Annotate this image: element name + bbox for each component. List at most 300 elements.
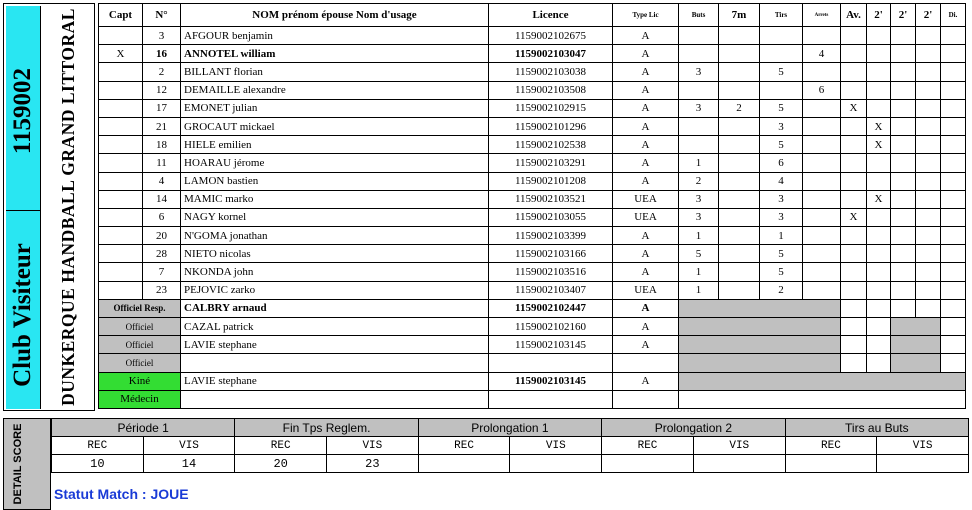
official-2min-2 bbox=[891, 299, 916, 317]
player-number: 18 bbox=[143, 136, 181, 154]
player-type: A bbox=[613, 27, 679, 45]
club-color-band bbox=[6, 6, 41, 409]
player-tirs: 2 bbox=[760, 281, 803, 299]
score-period-label: Prolongation 1 bbox=[418, 419, 601, 437]
official-2min-gray bbox=[891, 318, 941, 336]
player-7m bbox=[719, 263, 760, 281]
score-team-label: VIS bbox=[693, 437, 785, 455]
player-row bbox=[99, 263, 966, 281]
player-av bbox=[841, 263, 867, 281]
player-capt bbox=[99, 154, 143, 172]
player-licence: 1159002103291 bbox=[489, 154, 613, 172]
score-value: 14 bbox=[143, 455, 235, 473]
medical-name: LAVIE stephane bbox=[181, 372, 489, 390]
player-type: A bbox=[613, 154, 679, 172]
player-2min-1 bbox=[867, 227, 891, 245]
player-number: 11 bbox=[143, 154, 181, 172]
medical-role: Kiné bbox=[99, 372, 181, 390]
player-arrets bbox=[803, 190, 841, 208]
player-tirs: 3 bbox=[760, 190, 803, 208]
player-2min-1 bbox=[867, 263, 891, 281]
player-2min-1 bbox=[867, 154, 891, 172]
player-av: X bbox=[841, 99, 867, 117]
player-number: 4 bbox=[143, 172, 181, 190]
score-value bbox=[510, 455, 602, 473]
player-2min-1: X bbox=[867, 117, 891, 135]
score-value: 23 bbox=[327, 455, 419, 473]
player-licence: 1159002103516 bbox=[489, 263, 613, 281]
player-7m bbox=[719, 117, 760, 135]
player-number: 7 bbox=[143, 263, 181, 281]
player-di bbox=[941, 190, 966, 208]
header-av: Av. bbox=[841, 4, 867, 27]
player-licence: 1159002103508 bbox=[489, 81, 613, 99]
official-av bbox=[841, 318, 867, 336]
score-team-label: REC bbox=[235, 437, 327, 455]
score-period-label: Période 1 bbox=[52, 419, 235, 437]
club-side-panel bbox=[3, 3, 95, 411]
player-capt: X bbox=[99, 45, 143, 63]
player-2min-3 bbox=[916, 117, 941, 135]
official-role: Officiel bbox=[99, 354, 181, 372]
score-team-label: REC bbox=[785, 437, 877, 455]
score-team-label: REC bbox=[52, 437, 144, 455]
player-av bbox=[841, 63, 867, 81]
score-value: 10 bbox=[52, 455, 144, 473]
player-buts: 2 bbox=[679, 172, 719, 190]
official-av bbox=[841, 354, 867, 372]
player-di bbox=[941, 27, 966, 45]
player-2min-1 bbox=[867, 99, 891, 117]
header-2min-3: 2' bbox=[916, 4, 941, 27]
player-2min-2 bbox=[891, 208, 916, 226]
player-di bbox=[941, 154, 966, 172]
official-2min-1 bbox=[867, 354, 891, 372]
player-buts: 5 bbox=[679, 245, 719, 263]
player-capt bbox=[99, 172, 143, 190]
official-type: A bbox=[613, 336, 679, 354]
player-buts bbox=[679, 81, 719, 99]
player-arrets bbox=[803, 99, 841, 117]
player-2min-2 bbox=[891, 45, 916, 63]
player-name: GROCAUT mickael bbox=[181, 117, 489, 135]
player-type: A bbox=[613, 227, 679, 245]
score-period-label: Tirs au Buts bbox=[785, 419, 968, 437]
player-di bbox=[941, 281, 966, 299]
player-av: X bbox=[841, 208, 867, 226]
player-2min-2 bbox=[891, 63, 916, 81]
detail-score-label: DETAIL SCORE bbox=[12, 423, 24, 505]
player-2min-1 bbox=[867, 245, 891, 263]
player-2min-2 bbox=[891, 190, 916, 208]
player-number: 20 bbox=[143, 227, 181, 245]
score-period-label: Fin Tps Reglem. bbox=[235, 419, 418, 437]
player-2min-2 bbox=[891, 117, 916, 135]
header-2min-1: 2' bbox=[867, 4, 891, 27]
player-2min-2 bbox=[891, 227, 916, 245]
player-arrets bbox=[803, 208, 841, 226]
player-tirs: 5 bbox=[760, 63, 803, 81]
official-licence bbox=[489, 354, 613, 372]
player-tirs bbox=[760, 81, 803, 99]
player-row bbox=[99, 27, 966, 45]
player-2min-2 bbox=[891, 136, 916, 154]
official-row bbox=[99, 318, 966, 336]
official-di bbox=[941, 354, 966, 372]
player-name: N'GOMA jonathan bbox=[181, 227, 489, 245]
player-di bbox=[941, 172, 966, 190]
player-licence: 1159002101208 bbox=[489, 172, 613, 190]
player-tirs: 3 bbox=[760, 117, 803, 135]
player-row bbox=[99, 136, 966, 154]
player-2min-3 bbox=[916, 281, 941, 299]
player-row bbox=[99, 81, 966, 99]
official-2min-3 bbox=[916, 299, 941, 317]
score-table bbox=[51, 418, 969, 473]
header-num: N° bbox=[143, 4, 181, 27]
player-7m bbox=[719, 45, 760, 63]
medical-name bbox=[181, 390, 489, 408]
official-2min-1 bbox=[867, 318, 891, 336]
player-di bbox=[941, 99, 966, 117]
header-buts: Buts bbox=[679, 4, 719, 27]
player-licence: 1159002103166 bbox=[489, 245, 613, 263]
player-name: PEJOVIC zarko bbox=[181, 281, 489, 299]
player-buts: 3 bbox=[679, 99, 719, 117]
player-7m bbox=[719, 172, 760, 190]
player-av bbox=[841, 190, 867, 208]
score-team-label: VIS bbox=[327, 437, 419, 455]
player-type: A bbox=[613, 99, 679, 117]
player-av bbox=[841, 117, 867, 135]
official-row bbox=[99, 299, 966, 317]
header-2min-2: 2' bbox=[891, 4, 916, 27]
player-2min-3 bbox=[916, 99, 941, 117]
player-buts: 1 bbox=[679, 263, 719, 281]
player-number: 14 bbox=[143, 190, 181, 208]
player-2min-1: X bbox=[867, 136, 891, 154]
player-di bbox=[941, 208, 966, 226]
player-7m bbox=[719, 81, 760, 99]
player-2min-2 bbox=[891, 245, 916, 263]
roster-table bbox=[98, 3, 966, 409]
player-tirs: 5 bbox=[760, 263, 803, 281]
player-row bbox=[99, 154, 966, 172]
player-2min-3 bbox=[916, 208, 941, 226]
player-arrets bbox=[803, 154, 841, 172]
player-7m: 2 bbox=[719, 99, 760, 117]
player-av bbox=[841, 81, 867, 99]
player-arrets bbox=[803, 227, 841, 245]
player-2min-2 bbox=[891, 172, 916, 190]
player-2min-3 bbox=[916, 136, 941, 154]
player-buts: 1 bbox=[679, 154, 719, 172]
player-capt bbox=[99, 263, 143, 281]
player-2min-2 bbox=[891, 281, 916, 299]
player-buts bbox=[679, 27, 719, 45]
player-2min-1 bbox=[867, 172, 891, 190]
official-stats-blank bbox=[679, 336, 841, 354]
player-type: A bbox=[613, 136, 679, 154]
player-tirs bbox=[760, 45, 803, 63]
player-buts: 3 bbox=[679, 63, 719, 81]
player-type: A bbox=[613, 81, 679, 99]
player-7m bbox=[719, 208, 760, 226]
club-band-divider bbox=[6, 210, 40, 211]
player-2min-3 bbox=[916, 27, 941, 45]
player-row bbox=[99, 117, 966, 135]
match-status: Statut Match : JOUE bbox=[54, 486, 189, 502]
player-di bbox=[941, 117, 966, 135]
player-type: UEA bbox=[613, 190, 679, 208]
header-tirs: Tirs bbox=[760, 4, 803, 27]
score-value: 20 bbox=[235, 455, 327, 473]
player-2min-3 bbox=[916, 245, 941, 263]
player-7m bbox=[719, 63, 760, 81]
official-2min-gray bbox=[891, 354, 941, 372]
official-2min-1 bbox=[867, 299, 891, 317]
player-row bbox=[99, 245, 966, 263]
player-di bbox=[941, 45, 966, 63]
player-number: 28 bbox=[143, 245, 181, 263]
player-name: MAMIC marko bbox=[181, 190, 489, 208]
header-7m: 7m bbox=[719, 4, 760, 27]
player-buts: 1 bbox=[679, 227, 719, 245]
score-period-label: Prolongation 2 bbox=[602, 419, 785, 437]
medical-licence: 1159002103145 bbox=[489, 372, 613, 390]
official-di bbox=[941, 318, 966, 336]
player-type: UEA bbox=[613, 208, 679, 226]
player-name: LAMON bastien bbox=[181, 172, 489, 190]
player-row bbox=[99, 63, 966, 81]
player-tirs bbox=[760, 27, 803, 45]
player-7m bbox=[719, 245, 760, 263]
score-period-row bbox=[52, 419, 969, 437]
player-buts bbox=[679, 45, 719, 63]
player-buts bbox=[679, 136, 719, 154]
header-licence: Licence bbox=[489, 4, 613, 27]
player-name: ANNOTEL william bbox=[181, 45, 489, 63]
player-2min-1 bbox=[867, 281, 891, 299]
player-row bbox=[99, 99, 966, 117]
player-number: 23 bbox=[143, 281, 181, 299]
player-2min-2 bbox=[891, 154, 916, 172]
player-type: A bbox=[613, 45, 679, 63]
player-2min-3 bbox=[916, 190, 941, 208]
medical-role: Médecin bbox=[99, 390, 181, 408]
official-di bbox=[941, 299, 966, 317]
club-visitor-label: Club Visiteur bbox=[9, 243, 36, 387]
player-di bbox=[941, 227, 966, 245]
player-number: 12 bbox=[143, 81, 181, 99]
player-row bbox=[99, 45, 966, 63]
player-arrets bbox=[803, 117, 841, 135]
medical-stats-blank bbox=[679, 372, 966, 390]
header-type: Type Lic bbox=[613, 4, 679, 27]
player-2min-3 bbox=[916, 263, 941, 281]
official-name: LAVIE stephane bbox=[181, 336, 489, 354]
roster-header-row bbox=[99, 4, 966, 27]
official-type: A bbox=[613, 318, 679, 336]
score-team-row bbox=[52, 437, 969, 455]
player-licence: 1159002102915 bbox=[489, 99, 613, 117]
player-capt bbox=[99, 227, 143, 245]
player-7m bbox=[719, 136, 760, 154]
player-buts bbox=[679, 117, 719, 135]
medical-row bbox=[99, 372, 966, 390]
player-av bbox=[841, 154, 867, 172]
official-stats-blank bbox=[679, 299, 841, 317]
detail-score-label-box bbox=[3, 418, 51, 510]
official-type: A bbox=[613, 299, 679, 317]
player-number: 17 bbox=[143, 99, 181, 117]
player-2min-1 bbox=[867, 208, 891, 226]
score-value bbox=[877, 455, 969, 473]
player-capt bbox=[99, 117, 143, 135]
medical-type: A bbox=[613, 372, 679, 390]
header-arrets: Arrets bbox=[803, 4, 841, 27]
player-arrets bbox=[803, 263, 841, 281]
score-team-label: VIS bbox=[143, 437, 235, 455]
official-name: CAZAL patrick bbox=[181, 318, 489, 336]
medical-type bbox=[613, 390, 679, 408]
player-7m bbox=[719, 281, 760, 299]
player-av bbox=[841, 27, 867, 45]
player-av bbox=[841, 172, 867, 190]
player-2min-2 bbox=[891, 81, 916, 99]
official-licence: 1159002103145 bbox=[489, 336, 613, 354]
player-number: 16 bbox=[143, 45, 181, 63]
player-name: HIELE emilien bbox=[181, 136, 489, 154]
player-licence: 1159002103055 bbox=[489, 208, 613, 226]
player-di bbox=[941, 81, 966, 99]
player-type: A bbox=[613, 172, 679, 190]
official-row bbox=[99, 336, 966, 354]
score-value bbox=[418, 455, 510, 473]
official-stats-blank bbox=[679, 354, 841, 372]
player-row bbox=[99, 172, 966, 190]
player-capt bbox=[99, 208, 143, 226]
player-7m bbox=[719, 27, 760, 45]
player-row bbox=[99, 190, 966, 208]
player-number: 6 bbox=[143, 208, 181, 226]
medical-row bbox=[99, 390, 966, 408]
official-av bbox=[841, 299, 867, 317]
score-value bbox=[785, 455, 877, 473]
player-av bbox=[841, 45, 867, 63]
official-av bbox=[841, 336, 867, 354]
player-2min-2 bbox=[891, 99, 916, 117]
player-type: A bbox=[613, 263, 679, 281]
player-capt bbox=[99, 81, 143, 99]
player-tirs: 5 bbox=[760, 99, 803, 117]
player-av bbox=[841, 281, 867, 299]
player-2min-1: X bbox=[867, 190, 891, 208]
player-buts: 3 bbox=[679, 208, 719, 226]
player-tirs: 6 bbox=[760, 154, 803, 172]
official-di bbox=[941, 336, 966, 354]
official-role: Officiel Resp. bbox=[99, 299, 181, 317]
player-capt bbox=[99, 190, 143, 208]
player-name: NAGY kornel bbox=[181, 208, 489, 226]
player-arrets bbox=[803, 136, 841, 154]
player-tirs: 4 bbox=[760, 172, 803, 190]
score-team-label: REC bbox=[418, 437, 510, 455]
official-row bbox=[99, 354, 966, 372]
player-tirs: 5 bbox=[760, 245, 803, 263]
player-2min-3 bbox=[916, 154, 941, 172]
header-name: NOM prénom épouse Nom d'usage bbox=[181, 4, 489, 27]
player-licence: 1159002103038 bbox=[489, 63, 613, 81]
player-tirs: 5 bbox=[760, 136, 803, 154]
player-7m bbox=[719, 190, 760, 208]
player-number: 21 bbox=[143, 117, 181, 135]
club-frame bbox=[3, 3, 95, 411]
player-name: DEMAILLE alexandre bbox=[181, 81, 489, 99]
score-value bbox=[693, 455, 785, 473]
player-arrets bbox=[803, 63, 841, 81]
player-number: 3 bbox=[143, 27, 181, 45]
player-name: BILLANT florian bbox=[181, 63, 489, 81]
player-arrets bbox=[803, 172, 841, 190]
player-row bbox=[99, 208, 966, 226]
official-name bbox=[181, 354, 489, 372]
score-value-row bbox=[52, 455, 969, 473]
player-licence: 1159002103521 bbox=[489, 190, 613, 208]
official-licence: 1159002102447 bbox=[489, 299, 613, 317]
player-2min-2 bbox=[891, 263, 916, 281]
player-di bbox=[941, 263, 966, 281]
player-type: A bbox=[613, 117, 679, 135]
player-arrets bbox=[803, 245, 841, 263]
score-team-label: VIS bbox=[877, 437, 969, 455]
official-2min-gray bbox=[891, 336, 941, 354]
score-team-label: REC bbox=[602, 437, 694, 455]
player-arrets bbox=[803, 27, 841, 45]
player-licence: 1159002102675 bbox=[489, 27, 613, 45]
player-2min-3 bbox=[916, 227, 941, 245]
player-type: A bbox=[613, 63, 679, 81]
player-2min-3 bbox=[916, 63, 941, 81]
player-2min-1 bbox=[867, 27, 891, 45]
player-name: HOARAU jérome bbox=[181, 154, 489, 172]
score-value bbox=[602, 455, 694, 473]
player-7m bbox=[719, 227, 760, 245]
player-number: 2 bbox=[143, 63, 181, 81]
player-name: NIETO nicolas bbox=[181, 245, 489, 263]
player-licence: 1159002102538 bbox=[489, 136, 613, 154]
player-licence: 1159002103047 bbox=[489, 45, 613, 63]
player-type: A bbox=[613, 245, 679, 263]
player-licence: 1159002103399 bbox=[489, 227, 613, 245]
player-tirs: 1 bbox=[760, 227, 803, 245]
player-arrets: 4 bbox=[803, 45, 841, 63]
official-role: Officiel bbox=[99, 318, 181, 336]
player-7m bbox=[719, 154, 760, 172]
player-av bbox=[841, 136, 867, 154]
player-row bbox=[99, 281, 966, 299]
player-type: UEA bbox=[613, 281, 679, 299]
header-di: Di. bbox=[941, 4, 966, 27]
player-2min-2 bbox=[891, 27, 916, 45]
player-2min-1 bbox=[867, 81, 891, 99]
player-capt bbox=[99, 136, 143, 154]
official-stats-blank bbox=[679, 318, 841, 336]
player-av bbox=[841, 245, 867, 263]
player-capt bbox=[99, 63, 143, 81]
player-2min-3 bbox=[916, 81, 941, 99]
player-arrets: 6 bbox=[803, 81, 841, 99]
